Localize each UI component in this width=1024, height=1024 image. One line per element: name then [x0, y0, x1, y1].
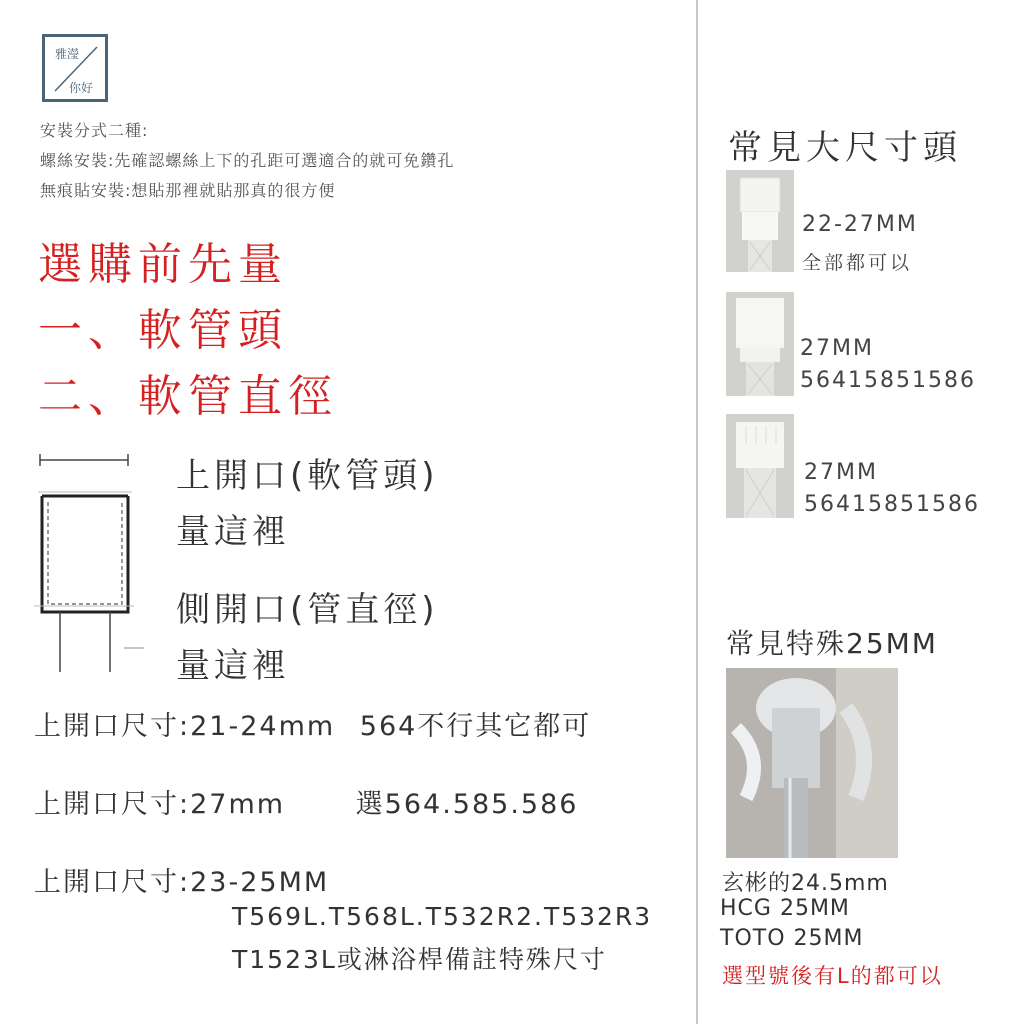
headline-line-2: 一、軟管頭 [38, 305, 288, 356]
item-2-size: 27MM [800, 336, 874, 361]
headline-line-3: 二、軟管直徑 [38, 371, 338, 422]
item-3-desc: 56415851586 [804, 492, 980, 517]
special-note-3: TOTO 25MM [720, 926, 864, 951]
chrome-holder-image [726, 668, 898, 858]
measure-sketch [34, 452, 164, 674]
size-row-1 [34, 704, 591, 743]
headline-line-1: 選購前先量 [38, 239, 288, 290]
hose-head-image [726, 414, 794, 518]
size-value: 23-25MM [190, 867, 330, 898]
top-opening-label: 上開口(軟管頭) [176, 456, 439, 496]
model-list-2: T1523L或淋浴桿備註特殊尺寸 [232, 945, 607, 974]
item-1-desc: 全部都可以 [802, 252, 913, 274]
special-note-red: 選型號後有L的都可以 [722, 964, 943, 988]
column-divider [696, 0, 698, 1024]
size-value: 27mm [190, 789, 286, 820]
size-row-3 [34, 860, 329, 899]
intro-line-2: 螺絲安裝:先確認螺絲上下的孔距可選適合的就可免鑽孔 [40, 151, 455, 170]
logo-text-top: 雅瀅 [55, 47, 80, 61]
top-opening-measure: 量這裡 [176, 512, 290, 552]
intro-line-3: 無痕貼安裝:想貼那裡就貼那真的很方便 [40, 181, 336, 200]
size-label: 上開口尺寸: [34, 867, 191, 898]
hose-head-photo-1 [726, 170, 794, 272]
side-opening-label: 側開口(管直徑) [176, 590, 439, 630]
large-head-heading: 常見大尺寸頭 [728, 128, 962, 168]
hose-head-diagram [34, 452, 164, 678]
special-holder-photo [726, 668, 898, 858]
size-label: 上開口尺寸: [34, 789, 191, 820]
model-list-1: T569L.T568L.T532R2.T532R3 [232, 902, 653, 931]
item-2-desc: 56415851586 [800, 368, 976, 393]
item-3-size: 27MM [804, 460, 878, 485]
size-note: 選564.585.586 [355, 789, 579, 820]
logo-text-bottom: 你好 [69, 81, 94, 95]
intro-line-1: 安裝分式二種: [40, 121, 149, 140]
size-row-2 [34, 782, 578, 821]
hose-head-photo-2 [726, 292, 794, 396]
hose-head-image [726, 292, 794, 396]
special-note-1: 玄彬的24.5mm [722, 871, 889, 896]
hose-head-photo-3 [726, 414, 794, 518]
side-opening-measure: 量這裡 [176, 646, 290, 686]
size-note: 564不行其它都可 [359, 711, 592, 742]
item-1-size: 22-27MM [802, 212, 918, 237]
size-label: 上開口尺寸: [34, 711, 191, 742]
special-25mm-heading: 常見特殊25MM [726, 627, 938, 660]
size-value: 21-24mm [190, 711, 336, 742]
hose-head-image [726, 170, 794, 272]
logo [42, 34, 108, 102]
special-note-2: HCG 25MM [720, 896, 850, 921]
